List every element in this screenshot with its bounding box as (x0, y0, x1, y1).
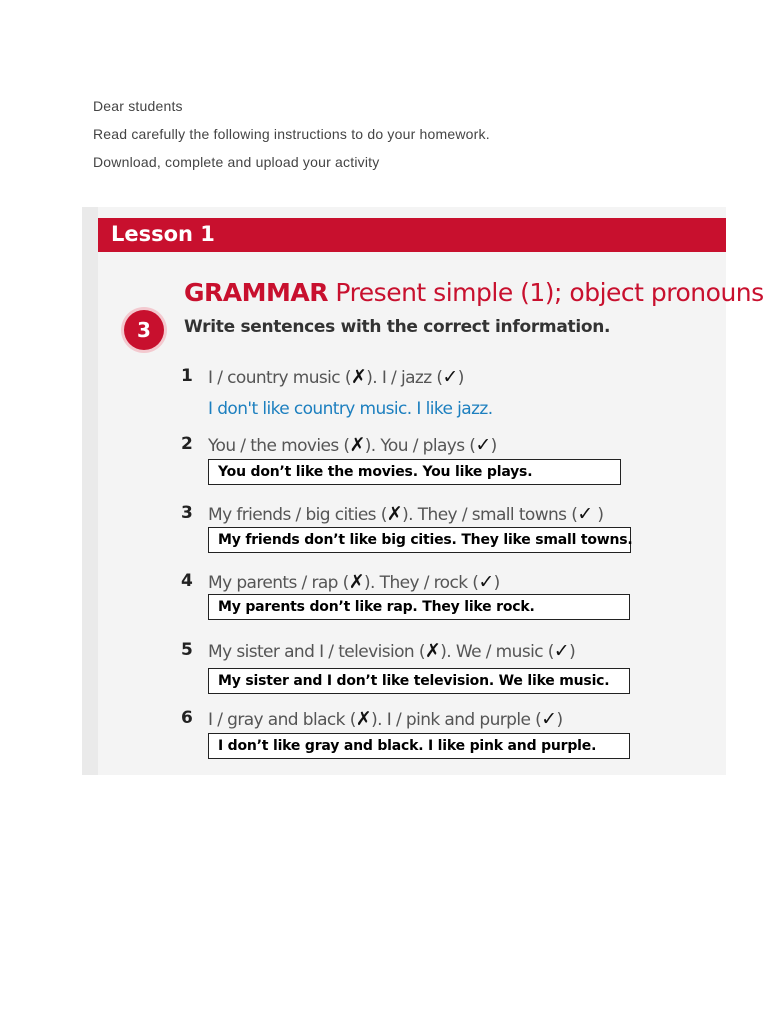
grammar-title-bold: GRAMMAR (184, 278, 328, 307)
cross-icon: ✗ (424, 640, 441, 662)
prompt-part: ). They / rock ( (364, 573, 479, 593)
item-number: 2 (181, 434, 193, 454)
check-icon: ✓ (478, 571, 494, 593)
exercise-instruction: Write sentences with the correct information. (184, 317, 611, 337)
item-number: 6 (181, 708, 193, 728)
answer-box[interactable]: My parents don’t like rap. They like rock. (208, 594, 630, 620)
grammar-title (184, 278, 764, 307)
item-prompt (208, 503, 603, 525)
check-icon: ✓ (541, 708, 557, 730)
prompt-part: ) (493, 573, 500, 593)
answer-box[interactable]: You don’t like the movies. You like plays. (208, 459, 621, 485)
cross-icon: ✗ (350, 366, 367, 388)
prompt-part: ). They / small towns ( (402, 505, 578, 525)
prompt-part: I / country music ( (208, 368, 351, 388)
item-number: 3 (181, 503, 193, 523)
prompt-part: I / gray and black ( (208, 710, 356, 730)
answer-box[interactable]: My friends don’t like big cities. They like small towns. (208, 527, 631, 553)
item-prompt (208, 366, 464, 388)
intro-instructions: Read carefully the following instructions to do your homework. (93, 126, 490, 142)
item-prompt (208, 434, 497, 456)
prompt-part: ). We / music ( (440, 642, 554, 662)
prompt-part: ). I / pink and purple ( (371, 710, 542, 730)
intro-download-note: Download, complete and upload your activity (93, 154, 380, 170)
check-icon: ✓ (442, 366, 458, 388)
prompt-part: ) (592, 505, 604, 525)
item-number: 4 (181, 571, 193, 591)
prompt-part: ) (569, 642, 576, 662)
exercise-number-badge: 3 (124, 310, 164, 350)
item-prompt (208, 640, 575, 662)
cross-icon: ✗ (355, 708, 372, 730)
check-icon: ✓ (553, 640, 570, 662)
cross-icon: ✗ (386, 503, 403, 525)
item-number: 1 (181, 366, 193, 386)
prompt-part: My friends / big cities ( (208, 505, 387, 525)
intro-greeting: Dear students (93, 98, 183, 114)
check-icon: ✓ (475, 434, 491, 456)
check-icon: ✓ (577, 503, 593, 525)
grammar-title-rest: Present simple (1); object pronouns (327, 278, 764, 307)
prompt-part: My sister and I / television ( (208, 642, 425, 662)
answer-box[interactable]: I don’t like gray and black. I like pink and purple. (208, 733, 630, 759)
lesson-label: Lesson 1 (111, 222, 215, 246)
prompt-part: ) (556, 710, 563, 730)
prompt-part: ). You / plays ( (364, 436, 476, 456)
prompt-part: You / the movies ( (208, 436, 350, 456)
cross-icon: ✗ (349, 434, 365, 456)
item-prompt (208, 708, 563, 730)
cross-icon: ✗ (348, 571, 365, 593)
prompt-part: ) (457, 368, 464, 388)
prompt-part: ). I / jazz ( (366, 368, 443, 388)
prompt-part: ) (490, 436, 497, 456)
example-answer: I don't like country music. I like jazz. (208, 399, 493, 419)
answer-box[interactable]: My sister and I don’t like television. We like music. (208, 668, 630, 694)
item-prompt (208, 571, 500, 593)
prompt-part: My parents / rap ( (208, 573, 349, 593)
lesson-banner (98, 218, 726, 252)
item-number: 5 (181, 640, 193, 660)
